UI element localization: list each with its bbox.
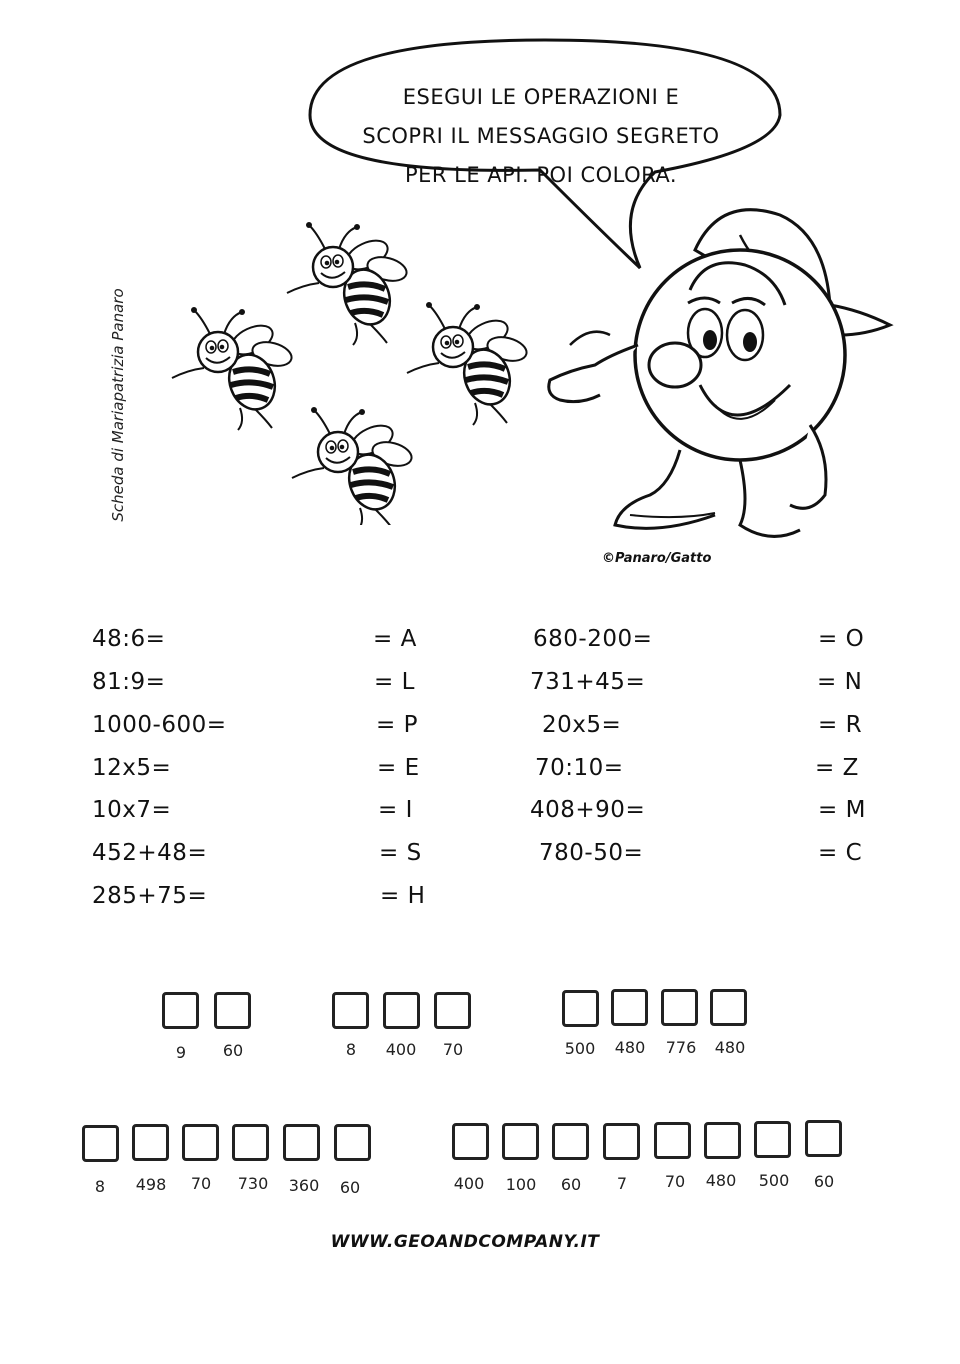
operation-expression: 780-50= bbox=[539, 840, 644, 866]
answer-number: 7 bbox=[616, 1174, 628, 1193]
answer-box[interactable] bbox=[283, 1124, 320, 1161]
answer-number: 480 bbox=[705, 1171, 737, 1190]
answer-number: 100 bbox=[505, 1175, 537, 1194]
operation-letter: = S bbox=[379, 840, 422, 866]
operation-letter: = L bbox=[374, 669, 415, 695]
answer-number: 70 bbox=[664, 1172, 686, 1191]
answer-box[interactable] bbox=[562, 990, 599, 1027]
answer-box[interactable] bbox=[383, 992, 420, 1029]
operation-letter: = R bbox=[818, 712, 863, 738]
operation-letter: = P bbox=[376, 712, 418, 738]
author-credit: Scheda di Mariapatrizia Panaro bbox=[109, 288, 127, 522]
operation-letter: = C bbox=[818, 840, 863, 866]
answer-number: 400 bbox=[385, 1040, 417, 1059]
answer-box[interactable] bbox=[232, 1124, 269, 1161]
answer-number: 8 bbox=[94, 1177, 106, 1196]
answer-box[interactable] bbox=[661, 989, 698, 1026]
operation-expression: 452+48= bbox=[92, 840, 208, 866]
answer-box[interactable] bbox=[162, 992, 199, 1029]
answer-number: 60 bbox=[339, 1178, 361, 1197]
answer-number: 60 bbox=[560, 1175, 582, 1194]
operation-expression: 20x5= bbox=[542, 712, 622, 738]
answer-number: 60 bbox=[222, 1041, 244, 1060]
answer-box[interactable] bbox=[704, 1122, 741, 1159]
bees-illustration bbox=[150, 205, 530, 525]
answer-box[interactable] bbox=[603, 1123, 640, 1160]
copyright-text: ©Panaro/Gatto bbox=[602, 551, 712, 566]
operation-letter: = E bbox=[377, 755, 420, 781]
operation-expression: 12x5= bbox=[92, 755, 172, 781]
operation-expression: 48:6= bbox=[92, 626, 166, 652]
answer-box[interactable] bbox=[654, 1122, 691, 1159]
answer-box[interactable] bbox=[502, 1123, 539, 1160]
answer-box[interactable] bbox=[82, 1125, 119, 1162]
operation-expression: 731+45= bbox=[530, 669, 646, 695]
answer-number: 500 bbox=[758, 1171, 790, 1190]
answer-number: 8 bbox=[345, 1040, 357, 1059]
answer-number: 360 bbox=[288, 1176, 320, 1195]
answer-number: 9 bbox=[175, 1043, 187, 1062]
operation-expression: 70:10= bbox=[535, 755, 624, 781]
operation-expression: 285+75= bbox=[92, 883, 208, 909]
answer-number: 730 bbox=[237, 1174, 269, 1193]
answer-box[interactable] bbox=[552, 1123, 589, 1160]
instruction-text bbox=[318, 78, 764, 195]
operation-letter: = H bbox=[380, 883, 426, 909]
answer-box[interactable] bbox=[452, 1123, 489, 1160]
operation-expression: 10x7= bbox=[92, 797, 172, 823]
operation-expression: 680-200= bbox=[533, 626, 653, 652]
operation-letter: = Z bbox=[815, 755, 859, 781]
answer-box[interactable] bbox=[132, 1124, 169, 1161]
operation-letter: = I bbox=[378, 797, 413, 823]
answer-number: 776 bbox=[665, 1038, 697, 1057]
answer-number: 70 bbox=[190, 1174, 212, 1193]
answer-box[interactable] bbox=[805, 1120, 842, 1157]
answer-number: 498 bbox=[135, 1175, 167, 1194]
instruction-line: ESEGUI LE OPERAZIONI E bbox=[402, 85, 680, 109]
operation-letter: = N bbox=[817, 669, 863, 695]
answer-number: 70 bbox=[442, 1040, 464, 1059]
answer-box[interactable] bbox=[710, 989, 747, 1026]
answer-number: 480 bbox=[614, 1038, 646, 1057]
website-link[interactable]: WWW.GEOANDCOMPANY.IT bbox=[330, 1232, 600, 1252]
answer-box[interactable] bbox=[434, 992, 471, 1029]
answer-box[interactable] bbox=[611, 989, 648, 1026]
operation-letter: = M bbox=[818, 797, 866, 823]
instruction-line: SCOPRI IL MESSAGGIO SEGRETO bbox=[362, 124, 720, 148]
instruction-line: PER LE API. POI COLORA. bbox=[404, 163, 678, 187]
operation-expression: 1000-600= bbox=[92, 712, 227, 738]
operation-expression: 408+90= bbox=[530, 797, 646, 823]
answer-number: 500 bbox=[564, 1039, 596, 1058]
answer-box[interactable] bbox=[214, 992, 251, 1029]
operation-letter: = O bbox=[818, 626, 865, 652]
answer-box[interactable] bbox=[332, 992, 369, 1029]
answer-box[interactable] bbox=[334, 1124, 371, 1161]
operation-letter: = A bbox=[373, 626, 417, 652]
answer-box[interactable] bbox=[754, 1121, 791, 1158]
answer-number: 60 bbox=[813, 1172, 835, 1191]
cartoon-character bbox=[540, 195, 910, 565]
answer-box[interactable] bbox=[182, 1124, 219, 1161]
operation-expression: 81:9= bbox=[92, 669, 166, 695]
answer-number: 480 bbox=[714, 1038, 746, 1057]
answer-number: 400 bbox=[453, 1174, 485, 1193]
